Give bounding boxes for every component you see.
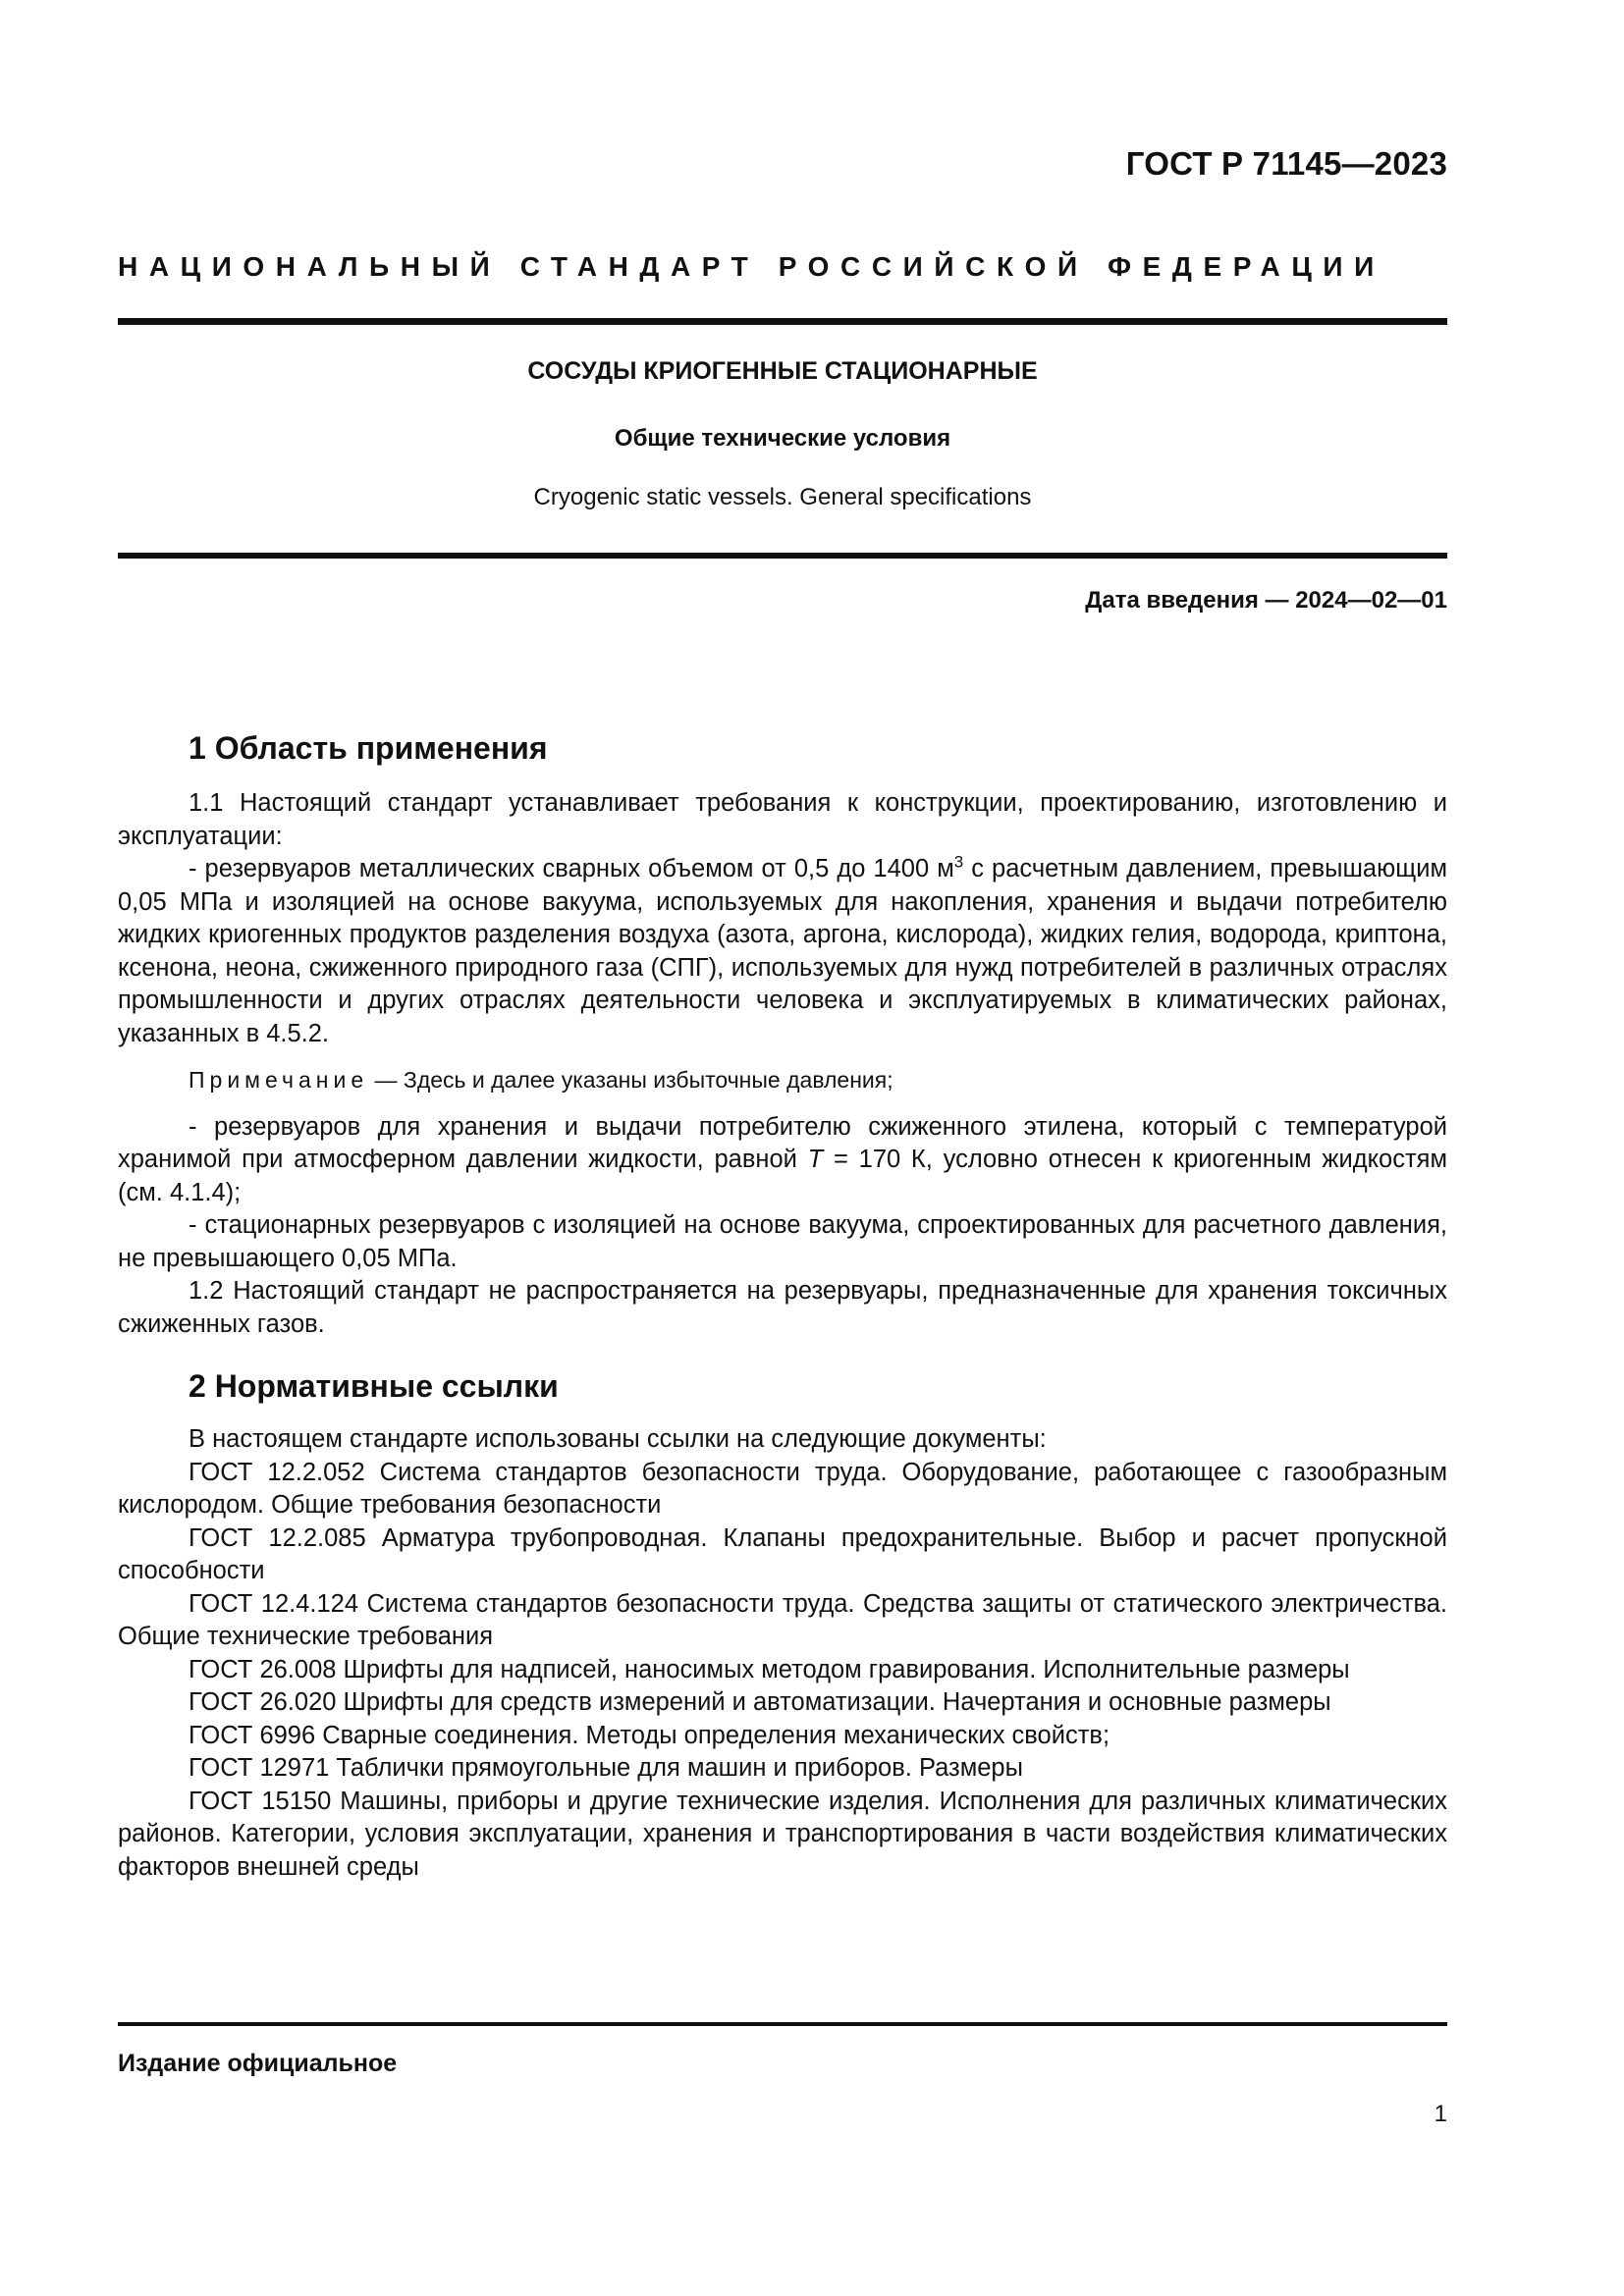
reference-item: ГОСТ 6996 Сварные соединения. Методы определения механических свойств; <box>189 1721 1110 1749</box>
paragraph-1-2: 1.2 Настоящий стандарт не распространяется на резервуары, предназначенные для хранения токсичных сжиженных газов. <box>118 1277 1447 1338</box>
top-divider <box>118 318 1447 325</box>
references-intro: В настоящем стандарте использованы ссылки на следующие документы: <box>189 1425 1047 1453</box>
page-number: 1 <box>1434 2101 1447 2127</box>
national-standard-banner: НАЦИОНАЛЬНЫЙ СТАНДАРТ РОССИЙСКОЙ ФЕДЕРАЦИИ <box>118 251 1385 282</box>
bullet-text-part: с расчетным давлением, превышающим 0,05 МПа и изоляцией на основе вакуума, используемых для накопления, хранения и выдачи потребителю жидких криогенных продуктов разделения воздуха (азота, аргона, кислорода), жидких гелия, водорода, криптона, ксенона, неона, сжиженного природного газа (СПГ), используемых для нужд потребителей в различных отраслях промышленности и других отраслях деятельности человека и эксплуатируемых в климатических районах, указанных в 4.5.2. <box>118 855 1447 1047</box>
reference-item: ГОСТ 15150 Машины, приборы и другие технические изделия. Исполнения для различных климатических районов. Категории, условия эксплуатации, хранения и транспортирования в части воздействия климатических факторов внешней среды <box>118 1787 1447 1881</box>
official-edition-label: Издание официальное <box>118 2050 398 2077</box>
reference-item: ГОСТ 26.020 Шрифты для средств измерений и автоматизации. Начертания и основные размеры <box>189 1688 1331 1716</box>
superscript-three: 3 <box>953 852 964 872</box>
list-item-ethylene-tanks <box>118 1111 1447 1210</box>
note-label: Примечание <box>189 1067 369 1093</box>
section-heading-scope: 1 Область применения <box>189 730 548 766</box>
document-number: ГОСТ Р 71145—2023 <box>1125 145 1447 182</box>
footer-divider <box>118 2022 1447 2026</box>
temperature-variable: T <box>807 1146 824 1173</box>
introduction-date: Дата введения — 2024—02—01 <box>1085 587 1447 614</box>
note-text: — Здесь и далее указаны избыточные давления; <box>368 1067 893 1093</box>
note <box>118 1064 1447 1097</box>
english-title: Cryogenic static vessels. General specifications <box>533 484 1032 510</box>
list-item-metal-tanks <box>118 853 1447 1050</box>
reference-item: ГОСТ 12.2.085 Арматура трубопроводная. Клапаны предохранительные. Выбор и расчет пропускной способности <box>118 1523 1447 1584</box>
document-title: СОСУДЫ КРИОГЕННЫЕ СТАЦИОНАРНЫЕ <box>527 357 1038 385</box>
bullet-text-part: = 170 К, условно отнесен к криогенным жидкостям (см. 4.1.4); <box>118 1146 1448 1206</box>
section-heading-normative-references: 2 Нормативные ссылки <box>189 1368 559 1404</box>
document-body <box>118 726 1447 1884</box>
paragraph-1-1: 1.1 Настоящий стандарт устанавливает требования к конструкции, проектированию, изготовлению и эксплуатации: <box>118 789 1447 850</box>
reference-item: ГОСТ 26.008 Шрифты для надписей, наносимых методом гравирования. Исполнительные размеры <box>189 1655 1350 1683</box>
bullet-text-part: - резервуаров металлических сварных объемом от 0,5 до 1400 м <box>189 855 954 882</box>
list-item-stationary-tanks: - стационарных резервуаров с изоляцией на основе вакуума, спроектированных для расчетного давления, не превышающего 0,05 МПа. <box>118 1211 1447 1272</box>
title-divider <box>118 553 1447 559</box>
reference-item: ГОСТ 12.2.052 Система стандартов безопасности труда. Оборудование, работающее с газообразным кислородом. Общие требования безопасности <box>118 1458 1447 1519</box>
reference-item: ГОСТ 12.4.124 Система стандартов безопасности труда. Средства защиты от статического электричества. Общие технические требования <box>118 1589 1447 1650</box>
bullet-text-part: - резервуаров для хранения и выдачи потребителю сжиженного этилена, который с температурой хранимой при атмосферном давлении жидкости, равной <box>118 1112 1447 1173</box>
document-subtitle: Общие технические условия <box>614 425 951 452</box>
reference-item: ГОСТ 12971 Таблички прямоугольные для машин и приборов. Размеры <box>189 1754 1023 1782</box>
